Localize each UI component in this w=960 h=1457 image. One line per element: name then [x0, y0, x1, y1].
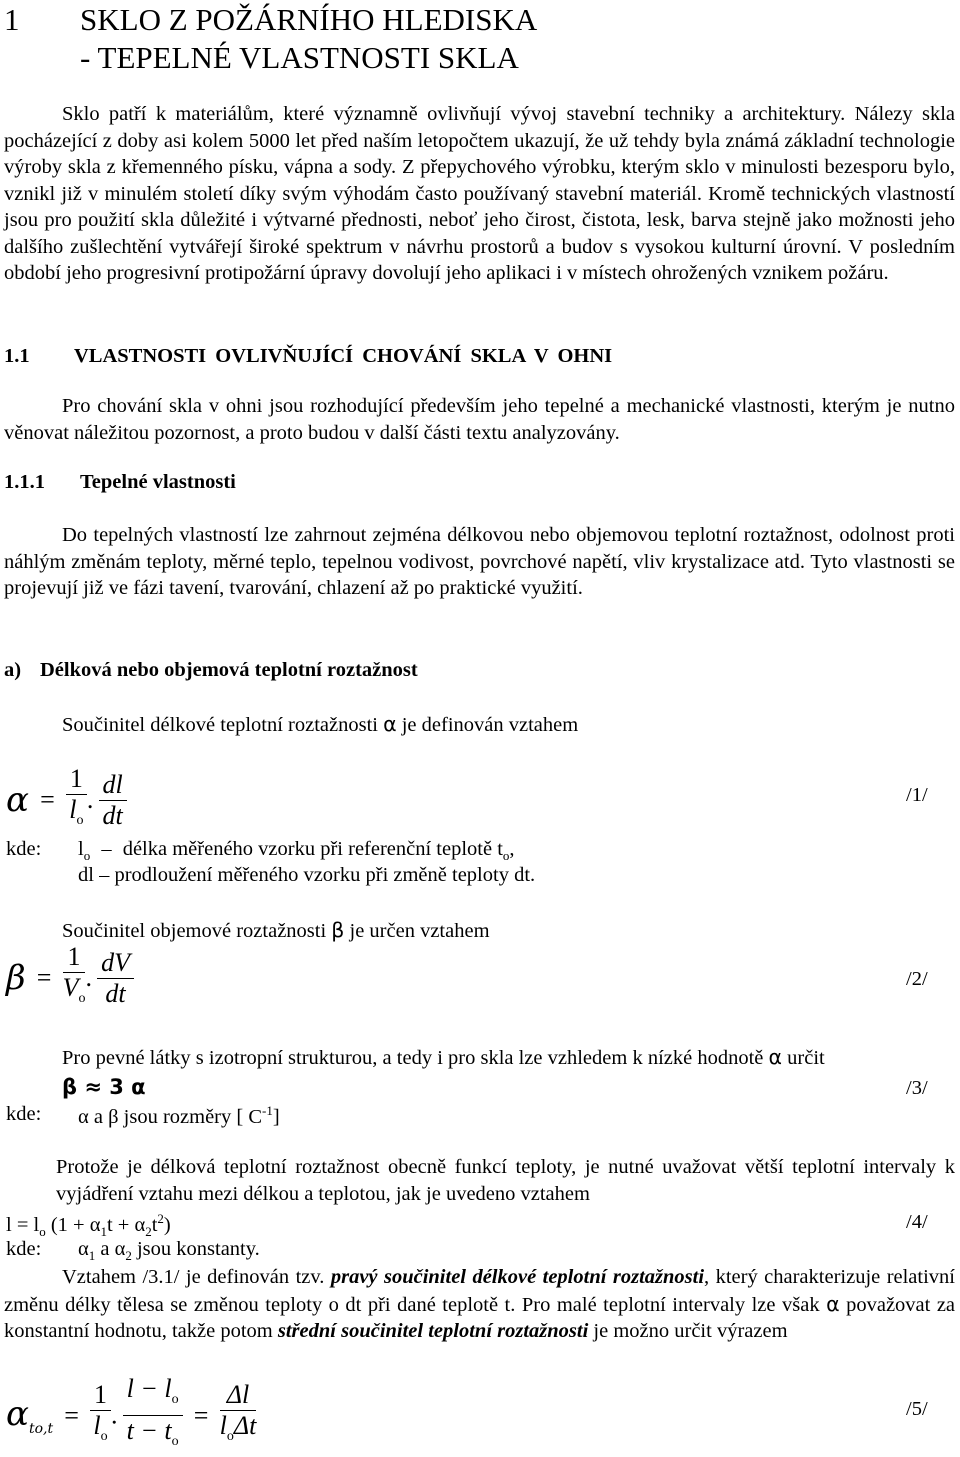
eq5-fraction-1: $\frac{1}{l_o}$	[90, 1380, 111, 1452]
eq1-fraction-2: $\frac{dl}{dt}$	[99, 770, 127, 831]
equation-5: $\alpha_{to,t}$ = $\frac{1}{l_o}$ . $\frac{l - l_o}{t - t_o}$ = $\frac{\Delta l}{l_o\Delta t}$	[6, 1374, 256, 1457]
kde-4-text: $\alpha_1$ a $\alpha_2$ jsou konstanty.	[78, 1238, 260, 1264]
true-coefficient-paragraph: Vztahem /3.1/ je definován tzv. pravý součinitel délkové teplotní roztažnosti, který charakterizuje relativní změnu délky tělesa se změnou teploty o dt při dané teplotě t. Pro malé teplotní intervaly lze však α považovat za konstantní hodnotu, takže potom střední součinitel teplotní roztažnosti je možno určit výrazem	[4, 1266, 956, 1342]
kde-1-label: kde:	[6, 838, 42, 860]
kde-3-text: α a β jsou rozměry [ $C^{-1}$]	[78, 1103, 280, 1128]
equation-5-label: /5/	[906, 1398, 928, 1420]
equation-1-label: /1/	[906, 784, 928, 806]
equation-4: $l = l_o$ $(1 + \alpha_1t + \alpha_2t^2)$	[6, 1211, 171, 1239]
eq5-fraction-2: $\frac{l - l_o}{t - t_o}$	[123, 1374, 183, 1457]
eq2-fraction-2: $\frac{dV}{dt}$	[97, 948, 134, 1009]
equation-2-label: /2/	[906, 968, 928, 990]
intervals-paragraph: Protože je délková teplotní roztažnost obecně funkcí teploty, je nutné uvažovat větší teplotní intervaly k vyjádření vztahu mezi délkou a teplotou, jak je uvedeno vztahem	[56, 1156, 955, 1205]
eq5-fraction-3: $\frac{\Delta l}{l_o\Delta t}$	[219, 1379, 257, 1444]
equation-2: β = $\frac{1}{V_o}$ . $\frac{dV}{dt}$	[6, 942, 134, 1014]
beta-definition: Součinitel objemové roztažnosti β je určen vztahem	[62, 918, 490, 942]
equation-4-label: /4/	[906, 1211, 928, 1233]
heading-1-number: 1	[4, 2, 20, 37]
kde-3-label: kde:	[6, 1103, 42, 1125]
subsection-a-title: Délková nebo objemová teplotní roztažnost	[40, 659, 418, 681]
alpha-definition: Součinitel délkové teplotní roztažnosti α je definován vztahem	[62, 712, 579, 736]
kde-4-label: kde:	[6, 1238, 42, 1260]
intro-paragraph: Sklo patří k materiálům, které významně ovlivňují vývoj stavební techniky a architektury. Nálezy skla pocházející z doby asi kolem 5000 let před naším letopočtem ukazují, že už tehdy byla známá základní technologie výroby skla z křemenného písku, vápna a sody. Z přepychového výrobku, kterým sklo v minulosti bezesporu bylo, vznikl již v minulém století díky svým výhodám často používaný stavební materiál. Kromě technických vlastností jsou pro použití skla důležité i výtvarné přednosti, neboť jeho čirost, čistota, lesk, barva stejně jako možnosti jeho dalšího zušlechtění vytvářejí široké spektrum v návrhu prostorů a budov s vysokou kulturní úrovní. V posledním období jeho progresivní protipožární úpravy dovolují jeho aplikaci i v místech ohrožených vznikem požáru.	[4, 103, 955, 284]
eq2-fraction-1: $\frac{1}{V_o}$	[62, 942, 86, 1007]
section-1-1-title: VLASTNOSTI OVLIVŇUJÍCÍ CHOVÁNÍ SKLA V OHNI	[74, 345, 613, 367]
beta-symbol: β	[331, 918, 345, 942]
kde-1-line-2: dl – prodloužení měřeného vzorku při změně teploty dt.	[78, 864, 536, 886]
section-1-1-1-title: Tepelné vlastnosti	[80, 471, 236, 493]
alpha-symbol: α	[383, 712, 397, 736]
heading-1-line-1: SKLO Z POŽÁRNÍHO HLEDISKA	[80, 2, 538, 37]
section-1-1-paragraph: Pro chování skla v ohni jsou rozhodující především jeho tepelné a mechanické vlastnosti, kterým je nutno věnovat náležitou pozornost, a proto budou v další části textu analyzovány.	[4, 395, 955, 444]
eq1-fraction-1: $\frac{1}{l_o}$	[66, 764, 87, 836]
equation-3: β ≈ 3 α	[62, 1075, 146, 1099]
section-1-1-number: 1.1	[4, 345, 30, 367]
section-1-1-1-paragraph: Do tepelných vlastností lze zahrnout zejména délkovou nebo objemovou teplotní roztažnost, odolnost proti náhlým změnám teploty, měrné teplo, tepelnou vodivost, povrchové napětí, vliv krystalizace atd. Tyto vlastnosti se projevují již ve fázi tavení, tvarování, chlazení až po praktické využití.	[4, 524, 955, 599]
heading-1-line-2: - TEPELNÉ VLASTNOSTI SKLA	[80, 40, 519, 75]
kde-1-line-1: $l_o$ – délka měřeného vzorku při referenční teplotě $t_o$,	[78, 838, 515, 864]
equation-3-label: /3/	[906, 1077, 928, 1099]
section-1-1-1-number: 1.1.1	[4, 471, 45, 493]
equation-1: α = $\frac{1}{l_o}$ . $\frac{dl}{dt}$	[6, 764, 127, 836]
solids-paragraph: Pro pevné látky s izotropní strukturou, a tedy i pro skla lze vzhledem k nízké hodnotě α určit	[62, 1045, 825, 1069]
subsection-a-label: a)	[4, 659, 22, 681]
